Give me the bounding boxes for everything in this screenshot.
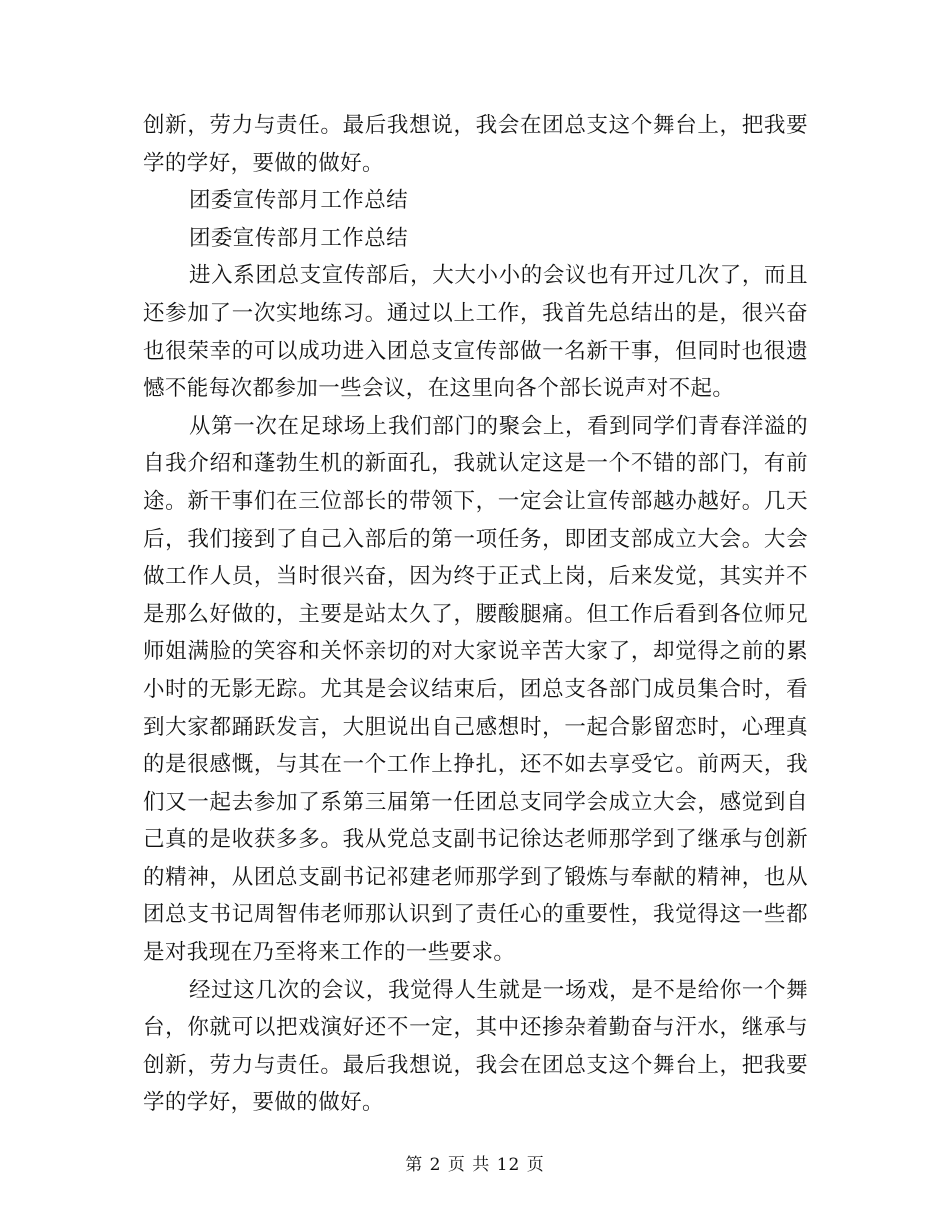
section-subtitle: 团委宣传部月工作总结 <box>189 225 409 251</box>
footer-total-pages: 12 <box>496 1155 521 1175</box>
paragraph-experience: 从第一次在足球场上我们部门的聚会上，看到同学们青春洋溢的自我介绍和蓬勃生机的新面孔，我就认定这是一个不错的部门，有前途。新干事们在三位部长的带领下，一定会让宣传部越办越好。几天后，我们接到了自己入部后的第一项任务，即团支部成立大会。大会做工作人员，当时很兴奋，因为终于正式上岗，后来发觉，其实并不是那么好做的，主要是站太久了，腰酸腿痛。但工作后看到各位师兄师姐满脸的笑容和关怀亲切的对大家说辛苦大家了，却觉得之前的累小时的无影无踪。尤其是会议结束后，团总支各部门成员集合时，看到大家都踊跃发言，大胆说出自己感想时，一起合影留恋时，心理真的是很感慨，与其在一个工作上挣扎，还不如去享受它。前两天，我们又一起去参加了系第三届第一任团总支同学会成立大会，感觉到自己真的是收获多多。我从党总支副书记徐达老师那学到了继承与创新的精神，从团总支副书记祁建老师那学到了锻炼与奉献的精神，也从团总支书记周智伟老师那认识到了责任心的重要性，我觉得这一些都是对我现在乃至将来工作的一些要求。 <box>143 413 808 966</box>
paragraph-conclusion: 经过这几次的会议，我觉得人生就是一场戏，是不是给你一个舞台，你就可以把戏演好还不一定，其中还掺杂着勤奋与汗水，继承与创新，劳力与责任。最后我想说，我会在团总支这个舞台上，把我要学的学好，要做的做好。 <box>143 977 808 1116</box>
footer-prefix: 第 <box>405 1155 424 1175</box>
footer-current-page: 2 <box>429 1155 442 1175</box>
footer-middle: 页 共 <box>447 1155 491 1175</box>
paragraph-intro: 进入系团总支宣传部后，大大小小的会议也有开过几次了，而且还参加了一次实地练习。通过以上工作，我首先总结出的是，很兴奋也很荣幸的可以成功进入团总支宣传部做一名新干事，但同时也很遗憾不能每次都参加一些会议，在这里向各个部长说声对不起。 <box>143 263 808 402</box>
footer-suffix: 页 <box>526 1155 545 1175</box>
page-footer <box>0 1153 950 1177</box>
document-body <box>143 107 808 1122</box>
paragraph-continuation: 创新，劳力与责任。最后我想说，我会在团总支这个舞台上，把我要学的学好，要做的做好。 <box>143 113 808 176</box>
section-title: 团委宣传部月工作总结 <box>189 188 409 214</box>
